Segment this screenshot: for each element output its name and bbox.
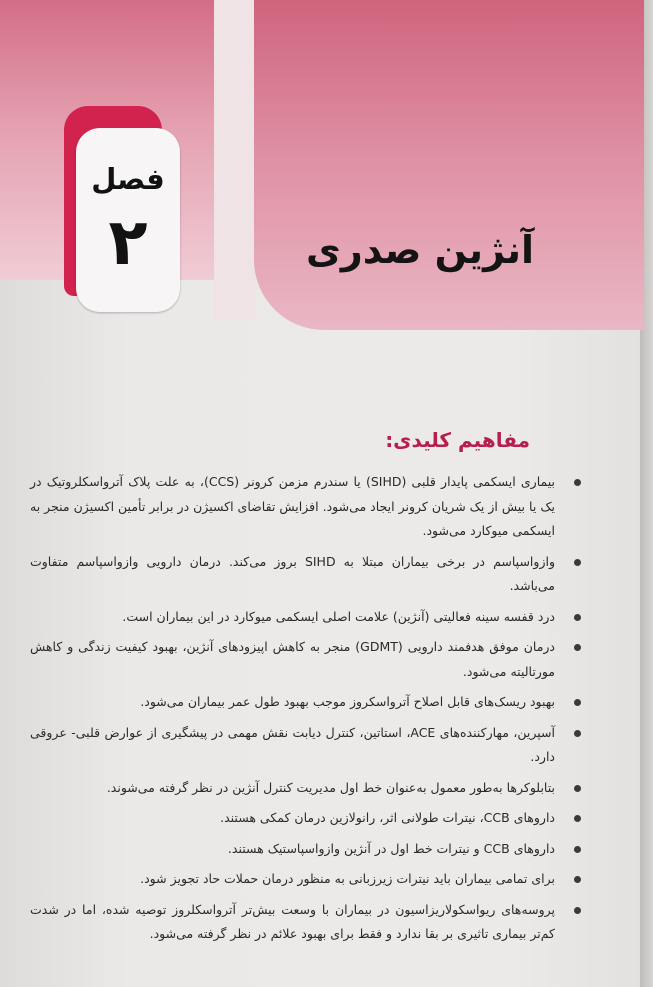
bullet-icon bbox=[574, 907, 581, 914]
list-item-text: آسپرین، مهارکننده‌های ACE، استاتین، کنترل دیابت نقش مهمی در پیشگیری از عوارض قلبی- عروقی دارد. bbox=[30, 724, 556, 764]
bullet-icon bbox=[574, 559, 581, 566]
list-item bbox=[30, 470, 585, 544]
list-item bbox=[30, 721, 585, 770]
section-heading: مفاهیم کلیدی: bbox=[385, 428, 530, 452]
list-item bbox=[30, 898, 585, 947]
chapter-box bbox=[76, 128, 180, 312]
list-item-text: وازواسپاسم در برخی بیماران مبتلا به SIHD بروز می‌کند. درمان دارویی وازواسپاسم متفاوت می‌باشد. bbox=[30, 553, 555, 593]
bullet-icon bbox=[574, 846, 581, 853]
list-item-text: درمان موفق هدفمند دارویی (GDMT) منجر به کاهش اپیزودهای آنژین، بهبود کیفیت زندگی و کاهش مورتالیته می‌شود. bbox=[30, 639, 556, 679]
list-item bbox=[30, 690, 585, 715]
list-item-text: بیماری ایسکمی پایدار قلبی (SIHD) یا سندرم مزمن کرونر (CCS)، به علت پلاک آترواسکلروتیک در یک یا بیش از یک شریان کرونر ایجاد می‌شود. افزایش تقاضای اکسیژن در برابر تأمین اکسیژن منجر به ایسکمی میوکارد می‌شود. bbox=[30, 474, 555, 538]
chapter-title: آنژین صدری bbox=[306, 228, 534, 272]
list-item bbox=[30, 550, 585, 599]
list-item bbox=[30, 776, 585, 801]
list-item-text: داروهای CCB و نیترات خط اول در آنژین وازواسپاستیک هستند. bbox=[227, 840, 555, 856]
bullet-icon bbox=[574, 876, 581, 883]
list-item bbox=[30, 837, 585, 862]
chapter-label: فصل bbox=[91, 162, 165, 196]
header-band bbox=[254, 0, 644, 330]
bullet-icon bbox=[574, 730, 581, 737]
key-concepts-list bbox=[30, 470, 585, 953]
list-item-text: برای تمامی بیماران باید نیترات زیرزبانی به منظور درمان حملات حاد تجویز شود. bbox=[140, 871, 555, 886]
bullet-icon bbox=[574, 479, 581, 486]
list-item-text: داروهای CCB، نیترات طولانی اثر، رانولازین درمان کمکی هستند. bbox=[220, 810, 555, 825]
list-item bbox=[30, 635, 585, 684]
list-item bbox=[30, 867, 585, 892]
bullet-icon bbox=[574, 815, 581, 822]
list-item-text: بهبود ریسک‌های قابل اصلاح آترواسکروز موجب بهبود طول عمر بیماران می‌شود. bbox=[140, 694, 555, 709]
list-item bbox=[30, 605, 585, 630]
bullet-icon bbox=[574, 614, 581, 621]
list-item-text: درد قفسه سینه فعالیتی (آنژین) علامت اصلی ایسکمی میوکارد در این بیماران است. bbox=[122, 608, 555, 624]
list-item-text: بتابلوکرها به‌طور معمول به‌عنوان خط اول مدیریت کنترل آنژین در نظر گرفته می‌شوند. bbox=[106, 779, 555, 795]
header-divider bbox=[214, 0, 256, 320]
chapter-number: ۲ bbox=[108, 206, 148, 280]
list-item bbox=[30, 806, 585, 831]
bullet-icon bbox=[574, 785, 581, 792]
list-item-text: پروسه‌های ریواسکولاریزاسیون در بیماران با وسعت بیش‌تر آترواسکلروز توصیه شده، اما در شدت کم‌تر بیماری تاثیری بر بقا ندارد و فقط برای بهبود علائم در نظر گرفته می‌شود. bbox=[30, 901, 555, 941]
bullet-icon bbox=[574, 699, 581, 706]
bullet-icon bbox=[574, 644, 581, 651]
